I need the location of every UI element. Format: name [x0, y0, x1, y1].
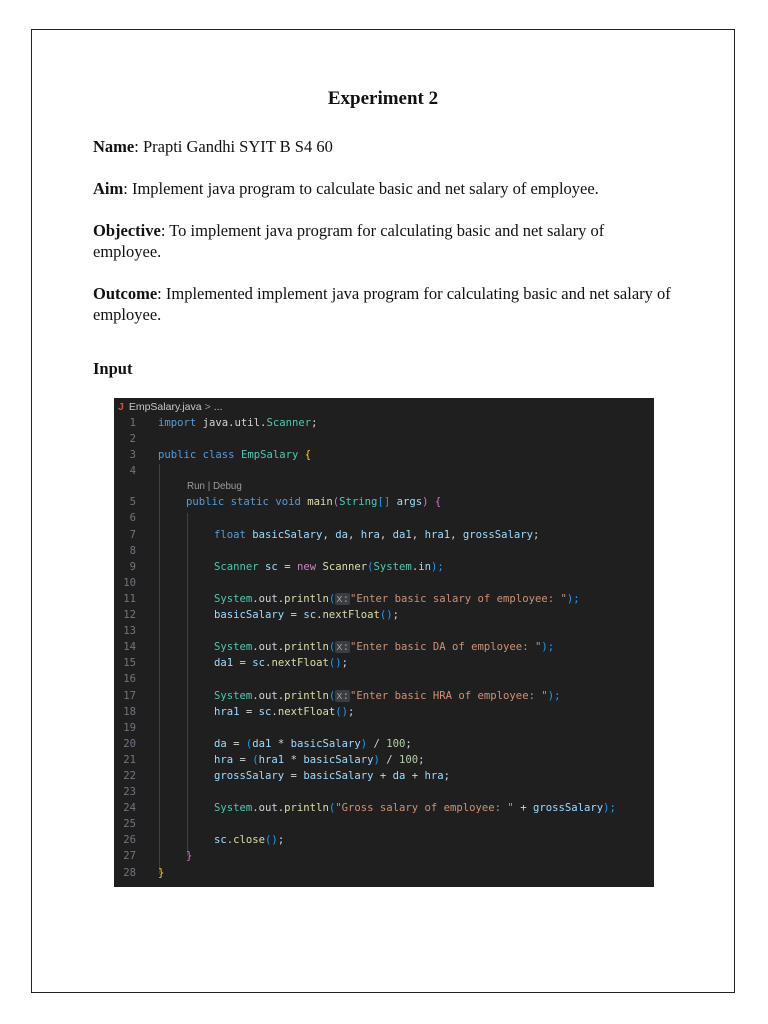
code-line: [114, 447, 654, 463]
code-token: ;: [311, 417, 318, 429]
code-token: hra1: [214, 705, 240, 718]
code-token: close: [233, 834, 266, 847]
code-token: (): [265, 834, 278, 847]
code-token: ;: [405, 737, 412, 750]
code-line: [114, 800, 654, 816]
line-number: 16: [123, 673, 136, 686]
code-token: ): [373, 753, 380, 766]
line-number: 7: [129, 528, 136, 541]
code-token: ;: [443, 769, 451, 782]
code-token: +: [405, 769, 425, 782]
breadcrumb-file: EmpSalary.java: [128, 401, 202, 413]
code-token: System: [214, 641, 253, 654]
code-token: class: [202, 449, 235, 462]
line-number: 11: [123, 592, 136, 605]
code-line: [114, 527, 654, 543]
code-token: .: [271, 705, 278, 718]
code-token: ): [360, 737, 368, 750]
code-line: [114, 639, 654, 655]
code-token: +: [373, 769, 393, 782]
objective-paragraph: [93, 220, 673, 262]
code-token: .: [265, 657, 272, 670]
code-token: grossSalary: [532, 802, 604, 815]
code-line: [114, 559, 654, 575]
code-token: basicSalary: [303, 753, 374, 766]
outcome-value: : Implemented implement java program for calculating basic and net salary of employee.: [93, 284, 671, 324]
code-token: main: [307, 496, 333, 509]
code-line: [114, 655, 654, 671]
breadcrumb-more: ...: [213, 401, 223, 413]
line-number: 21: [123, 753, 136, 766]
code-token: float: [214, 528, 246, 541]
code-token: (): [328, 657, 342, 670]
code-token: +: [513, 802, 533, 815]
line-number: 17: [123, 689, 136, 702]
code-line: [114, 704, 654, 720]
code-token: =: [233, 657, 253, 670]
code-token: new: [296, 560, 317, 573]
code-token: static: [230, 496, 269, 509]
code-token: sc: [265, 560, 278, 573]
document-title: Experiment 2: [327, 88, 439, 109]
code-token: ;: [392, 609, 400, 622]
code-token: basicSalary: [290, 737, 361, 750]
code-token: (: [245, 737, 253, 750]
code-token: "Enter basic HRA of employee: ": [349, 689, 548, 702]
code-token: System: [373, 560, 412, 573]
code-token: args: [390, 496, 423, 509]
code-token: (: [328, 689, 336, 702]
code-token: "Gross salary of employee: ": [335, 802, 514, 815]
code-token: hra: [424, 769, 444, 782]
code-token: *: [271, 737, 291, 750]
code-token: =: [226, 737, 246, 750]
code-token: System: [214, 802, 253, 815]
code-token: grossSalary: [462, 528, 534, 541]
code-line: [114, 431, 654, 447]
code-token: in: [418, 560, 431, 573]
code-token: .out.: [252, 592, 285, 605]
input-heading: Input: [93, 359, 133, 378]
code-token: ,: [450, 528, 463, 541]
code-screenshot: [114, 398, 654, 887]
aim-value: : Implement java program to calculate basic and net salary of employee.: [123, 179, 599, 198]
aim-label: Aim: [93, 179, 124, 198]
code-token: (: [328, 592, 336, 605]
outcome-paragraph: [93, 283, 673, 325]
code-token: da1: [392, 528, 412, 541]
code-line: [114, 543, 654, 559]
code-line: [114, 607, 654, 623]
code-token: hra: [360, 528, 380, 541]
code-token: public: [186, 496, 225, 509]
name-label: Name: [93, 137, 135, 156]
code-token: (: [367, 560, 374, 573]
code-token: basicSalary: [252, 528, 323, 541]
code-lines: [114, 415, 654, 881]
code-line: [114, 736, 654, 752]
code-token: }: [158, 866, 165, 879]
code-token: println: [284, 592, 329, 605]
code-token: hra1: [258, 753, 285, 766]
code-token: );: [603, 802, 616, 815]
code-token: String: [339, 496, 378, 509]
code-line: [114, 832, 654, 848]
code-line: [114, 671, 654, 687]
code-token: da: [392, 769, 406, 782]
code-token: sc: [258, 705, 272, 718]
code-token: .out.: [252, 689, 285, 702]
code-token: "Enter basic DA of employee: ": [349, 641, 542, 654]
java-file-icon: J: [118, 401, 124, 413]
code-token: public: [158, 449, 197, 462]
line-number: 23: [123, 786, 136, 799]
line-number: 20: [123, 737, 136, 750]
code-token: import: [158, 417, 197, 429]
document-body: [93, 86, 673, 379]
code-token: *: [284, 753, 304, 766]
code-token: (: [328, 802, 336, 815]
code-token: Scanner: [322, 560, 368, 573]
code-line: [114, 575, 654, 591]
code-token: void: [275, 496, 301, 509]
code-line: [114, 865, 654, 881]
breadcrumb-separator: >: [204, 401, 211, 413]
code-token: sc: [214, 834, 227, 847]
code-token: );: [541, 641, 555, 654]
editor-breadcrumb: [118, 400, 223, 414]
name-paragraph: [93, 136, 673, 157]
code-token: ;: [533, 528, 540, 541]
code-line: [114, 848, 654, 864]
code-token: println: [284, 802, 329, 815]
line-number: 18: [123, 705, 136, 718]
code-token: (): [335, 705, 348, 718]
line-number: 24: [123, 802, 136, 815]
code-token: da: [335, 528, 348, 541]
inlay-hint: x:: [336, 592, 349, 605]
line-number: 25: [123, 818, 136, 831]
line-number: 26: [123, 834, 136, 847]
code-token: nextFloat: [322, 609, 380, 622]
code-line: [114, 816, 654, 832]
code-token: );: [547, 689, 561, 702]
code-line: [114, 784, 654, 800]
code-token: {: [304, 449, 312, 462]
code-token: ,: [322, 528, 336, 541]
code-line: [114, 510, 654, 526]
code-token: (): [379, 609, 393, 622]
line-number: 19: [123, 721, 136, 734]
code-token: ,: [347, 528, 361, 541]
line-number: 9: [129, 560, 136, 573]
line-number: 1: [129, 417, 136, 429]
code-token: hra1: [424, 528, 451, 541]
code-token: System: [214, 592, 253, 605]
code-line: [114, 591, 654, 607]
code-token: =: [277, 560, 297, 573]
line-number: 3: [129, 449, 136, 462]
code-token: da1: [252, 737, 272, 750]
line-number: 14: [123, 641, 136, 654]
code-token: []: [377, 496, 391, 509]
code-token: (: [328, 641, 336, 654]
line-number: 12: [123, 609, 136, 622]
code-token: println: [284, 641, 329, 654]
aim-paragraph: [93, 178, 673, 199]
code-token: .: [316, 609, 323, 622]
line-number: 4: [129, 465, 136, 478]
code-token: ;: [341, 657, 348, 670]
code-line: [114, 768, 654, 784]
code-token: grossSalary: [214, 769, 285, 782]
code-token: hra: [214, 753, 234, 766]
code-line: [114, 415, 654, 431]
code-token: ): [422, 496, 435, 509]
code-token: );: [430, 560, 444, 573]
code-token: ;: [347, 705, 355, 718]
inlay-hint: x:: [336, 689, 349, 702]
code-token: nextFloat: [277, 705, 336, 718]
objective-value: : To implement java program for calculating basic and net salary of employee.: [93, 221, 605, 261]
code-token: =: [233, 753, 253, 766]
code-token: ,: [411, 528, 425, 541]
code-token: nextFloat: [271, 657, 329, 670]
code-token: (: [252, 753, 259, 766]
code-token: =: [239, 705, 259, 718]
outcome-label: Outcome: [93, 284, 158, 303]
code-line: [114, 720, 654, 736]
line-number: 22: [123, 769, 136, 782]
code-token: ,: [379, 528, 393, 541]
codelens-run-debug[interactable]: Run | Debug: [187, 481, 242, 493]
line-number: 13: [123, 625, 136, 638]
code-token: da: [214, 737, 227, 750]
code-token: .out.: [252, 641, 285, 654]
code-token: sc: [303, 609, 317, 622]
code-token: java.util.: [196, 417, 267, 429]
code-token: basicSalary: [303, 769, 374, 782]
code-token: );: [566, 592, 580, 605]
code-token: .: [411, 560, 419, 573]
code-token: 100: [399, 753, 419, 766]
code-token: EmpSalary: [240, 449, 299, 462]
code-token: sc: [252, 657, 266, 670]
code-token: =: [284, 769, 304, 782]
line-number: 28: [123, 866, 136, 879]
name-value: : Prapti Gandhi SYIT B S4 60: [134, 137, 333, 156]
code-token: "Enter basic salary of employee: ": [349, 592, 567, 605]
objective-label: Objective: [93, 221, 161, 240]
code-token: basicSalary: [214, 609, 285, 622]
code-token: System: [214, 689, 253, 702]
inlay-hint: x:: [336, 641, 349, 654]
line-number: 5: [129, 496, 136, 509]
code-token: da1: [214, 657, 234, 670]
code-token: ;: [418, 753, 425, 766]
code-line: [114, 463, 654, 479]
line-number: 15: [123, 657, 136, 670]
code-token: =: [284, 609, 304, 622]
code-token: ;: [277, 834, 285, 847]
code-token: {: [434, 496, 442, 509]
code-token: .: [226, 834, 234, 847]
code-token: Scanner: [214, 560, 259, 573]
line-number: 6: [129, 512, 136, 525]
code-token: /: [367, 737, 387, 750]
code-token: (: [332, 496, 340, 509]
code-token: Scanner: [266, 417, 312, 429]
line-number: 27: [123, 850, 136, 863]
code-line: [114, 688, 654, 704]
code-token: println: [284, 689, 329, 702]
code-line: [114, 623, 654, 639]
code-token: .out.: [252, 802, 285, 815]
code-line: [114, 494, 654, 510]
line-number: 10: [123, 576, 136, 589]
code-token: }: [186, 850, 193, 863]
code-line: [114, 752, 654, 768]
code-token: 100: [386, 737, 406, 750]
line-number: 8: [129, 544, 136, 557]
line-number: 2: [129, 433, 136, 446]
code-token: /: [379, 753, 400, 766]
